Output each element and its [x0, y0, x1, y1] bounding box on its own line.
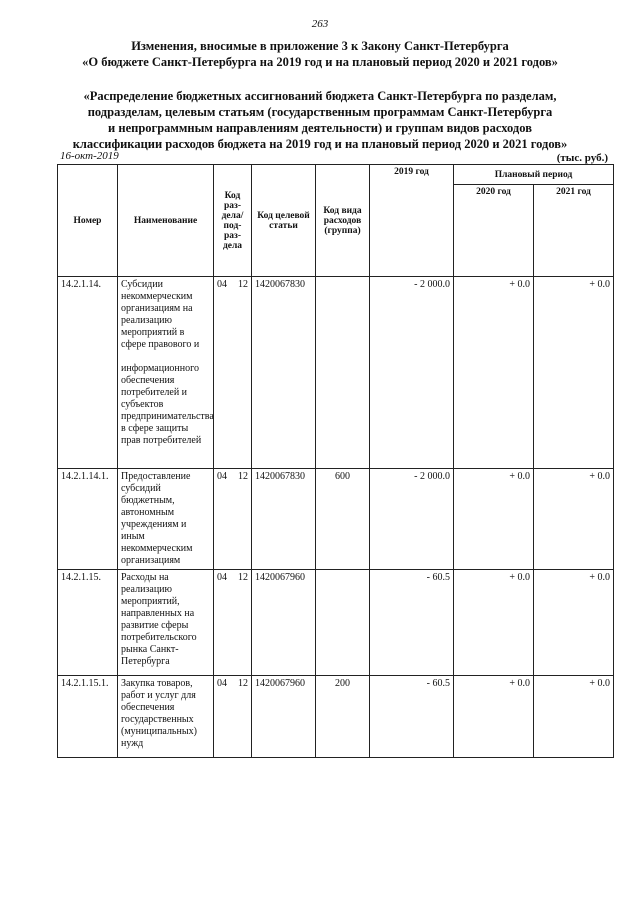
row-number: 14.2.1.15.1. — [58, 676, 118, 758]
table-row — [58, 469, 614, 570]
row-article-code: 1420067960 — [252, 570, 316, 676]
row-section-code — [214, 676, 252, 758]
row-2020-value: + 0.0 — [454, 277, 534, 469]
row-type-code: 600 — [316, 469, 370, 570]
document-subtitle — [40, 88, 600, 152]
subtitle-line: «Распределение бюджетных ассигнований бюджета Санкт-Петербурга по разделам, — [83, 89, 557, 103]
row-2020-value: + 0.0 — [454, 469, 534, 570]
header-type-code: Код вида расходов (группа) — [316, 165, 370, 277]
row-section-code — [214, 277, 252, 469]
table-row — [58, 570, 614, 676]
row-name: Закупка товаров, работ и услуг для обеспечения государственных (муниципальных) нужд — [118, 676, 214, 758]
section-code: 04 — [217, 572, 227, 583]
row-2021-value: + 0.0 — [534, 676, 614, 758]
row-2019-value: - 2 000.0 — [370, 469, 454, 570]
title-line: «О бюджете Санкт-Петербурга на 2019 год и на плановый период 2020 и 2021 годов» — [82, 55, 558, 69]
header-article-code: Код целевой статьи — [252, 165, 316, 277]
header-number: Номер — [58, 165, 118, 277]
units-label: (тыс. руб.) — [556, 152, 608, 164]
row-2021-value: + 0.0 — [534, 277, 614, 469]
page-number: 263 — [311, 18, 329, 30]
subsection-code: 12 — [238, 279, 248, 290]
title-line: Изменения, вносимые в приложение 3 к Закону Санкт-Петербурга — [131, 39, 509, 53]
section-code: 04 — [217, 279, 227, 290]
row-number: 14.2.1.14.1. — [58, 469, 118, 570]
row-2021-value: + 0.0 — [534, 570, 614, 676]
row-name — [118, 277, 214, 469]
row-name: Расходы на реализацию мероприятий, направленных на развитие сферы потребительского рынка Санкт-Петербурга — [118, 570, 214, 676]
row-2019-value: - 2 000.0 — [370, 277, 454, 469]
row-name: Предоставление субсидий бюджетным, автономным учреждениям и иным некоммерческим организациям — [118, 469, 214, 570]
row-2020-value: + 0.0 — [454, 570, 534, 676]
row-type-code: 200 — [316, 676, 370, 758]
subtitle-line: и непрограммным направлениям деятельности) и группам видов расходов — [108, 121, 532, 135]
subsection-code: 12 — [238, 678, 248, 689]
header-name: Наименование — [118, 165, 214, 277]
row-article-code: 1420067830 — [252, 469, 316, 570]
subsection-code: 12 — [238, 572, 248, 583]
row-section-code — [214, 469, 252, 570]
row-2019-value: - 60.5 — [370, 676, 454, 758]
row-name-part: информационного обеспечения потребителей и субъектов предпринимательства в сфере защиты прав потребителей — [121, 363, 214, 446]
row-type-code — [316, 570, 370, 676]
row-number: 14.2.1.14. — [58, 277, 118, 469]
row-2020-value: + 0.0 — [454, 676, 534, 758]
header-section-code: Код раз-дела/ под-раз-дела — [214, 165, 252, 277]
table-row — [58, 277, 614, 469]
header-planned-period: Плановый период — [454, 165, 614, 185]
row-article-code: 1420067830 — [252, 277, 316, 469]
header-2019: 2019 год — [370, 165, 454, 277]
subtitle-line: классификации расходов бюджета на 2019 год и на плановый период 2020 и 2021 годов» — [72, 137, 568, 151]
section-code: 04 — [217, 678, 227, 689]
budget-table — [57, 164, 614, 758]
row-section-code — [214, 570, 252, 676]
header-2020: 2020 год — [454, 185, 534, 277]
row-number: 14.2.1.15. — [58, 570, 118, 676]
row-type-code — [316, 277, 370, 469]
subsection-code: 12 — [238, 471, 248, 482]
document-title — [40, 38, 600, 70]
row-2019-value: - 60.5 — [370, 570, 454, 676]
table-row — [58, 676, 614, 758]
row-name-part: Субсидии некоммерческим организациям на реализацию мероприятий в сфере правового и — [121, 279, 200, 350]
document-date: 16-окт-2019 — [60, 150, 119, 162]
subtitle-line: подразделам, целевым статьям (государственным программам Санкт-Петербурга — [87, 105, 553, 119]
header-2021: 2021 год — [534, 185, 614, 277]
section-code: 04 — [217, 471, 227, 482]
row-article-code: 1420067960 — [252, 676, 316, 758]
row-2021-value: + 0.0 — [534, 469, 614, 570]
